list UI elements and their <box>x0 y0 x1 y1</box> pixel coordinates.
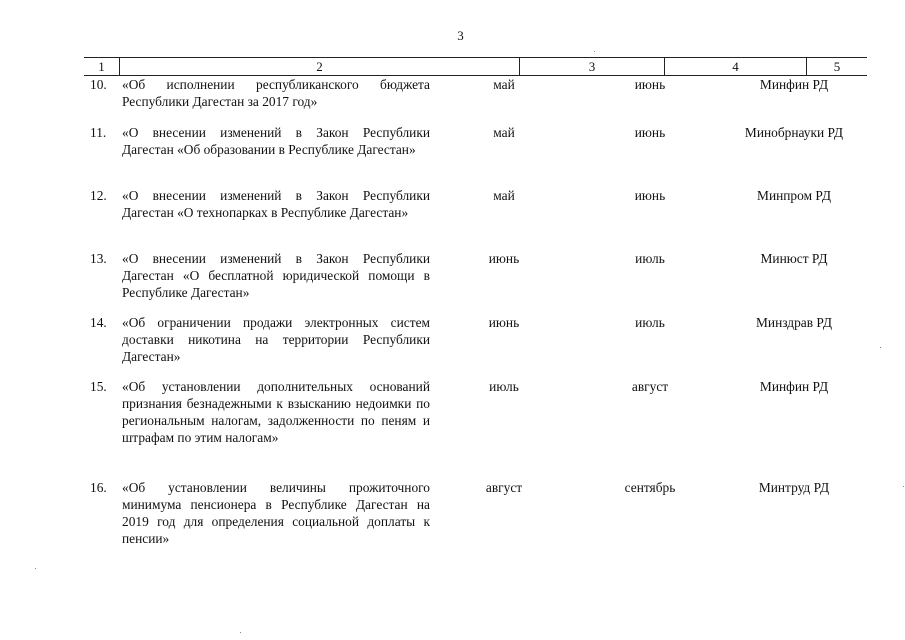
responsible-agency: Минобрнауки РД <box>744 125 844 140</box>
responsible-agency: Минтруд РД <box>758 480 830 495</box>
adoption-month: июнь <box>634 77 666 92</box>
adoption-month: август <box>631 379 669 394</box>
scan-speck <box>240 632 241 633</box>
law-title: «Об установлении величины прожиточного минимума пенсионера в Республике Дагестан на 2019 год для определения социальной доплаты к пенсии» <box>122 480 430 546</box>
row-number: 15. <box>90 379 107 394</box>
header-col-2: 2 <box>119 58 519 75</box>
page-number: 3 <box>457 28 464 43</box>
submission-month: май <box>493 77 515 92</box>
row-number: 12. <box>90 188 107 203</box>
row-number: 13. <box>90 251 107 266</box>
row-number: 14. <box>90 315 107 330</box>
scan-speck <box>35 568 36 569</box>
row-number: 16. <box>90 480 107 495</box>
row-number: 11. <box>90 125 107 140</box>
submission-month: июнь <box>488 251 520 266</box>
submission-month: июнь <box>488 315 520 330</box>
header-col-1: 1 <box>98 59 105 74</box>
submission-month: май <box>493 125 515 140</box>
law-title: «Об исполнении республиканского бюджета Республики Дагестан за 2017 год» <box>122 77 430 109</box>
submission-month: июль <box>489 379 519 394</box>
row-number: 10. <box>90 77 107 92</box>
law-title: «О внесении изменений в Закон Республики Дагестан «Об образовании в Республике Дагестан» <box>122 125 430 157</box>
submission-month: август <box>485 480 523 495</box>
responsible-agency: Минфин РД <box>759 379 829 394</box>
adoption-month: июнь <box>634 125 666 140</box>
responsible-agency: Минпром РД <box>757 188 831 203</box>
law-title: «Об установлении дополнительных оснований признания безнадежными к взысканию недоимки по региональным налогам, задолженности по пеням и штрафам по этим налогам» <box>122 379 430 445</box>
scan-speck <box>880 347 881 348</box>
scan-speck <box>594 51 595 52</box>
adoption-month: июль <box>635 315 665 330</box>
law-title: «О внесении изменений в Закон Республики Дагестан «О бесплатной юридической помощи в Республике Дагестан» <box>122 251 430 300</box>
law-title: «Об ограничении продажи электронных систем доставки никотина на территории Республики Дагестан» <box>122 315 430 364</box>
adoption-month: сентябрь <box>624 480 676 495</box>
legislation-plan-table <box>84 57 867 546</box>
responsible-agency: Минздрав РД <box>756 315 832 330</box>
header-col-5: 5 <box>806 58 867 75</box>
law-title: «О внесении изменений в Закон Республики Дагестан «О технопарках в Республике Дагестан» <box>122 188 430 220</box>
adoption-month: июнь <box>634 188 666 203</box>
submission-month: май <box>493 188 515 203</box>
responsible-agency: Минфин РД <box>759 77 829 92</box>
header-col-4: 4 <box>664 58 806 75</box>
scan-speck <box>903 486 904 487</box>
table-header-row <box>84 57 867 76</box>
responsible-agency: Минюст РД <box>760 251 828 266</box>
header-col-3: 3 <box>519 58 664 75</box>
adoption-month: июль <box>635 251 665 266</box>
